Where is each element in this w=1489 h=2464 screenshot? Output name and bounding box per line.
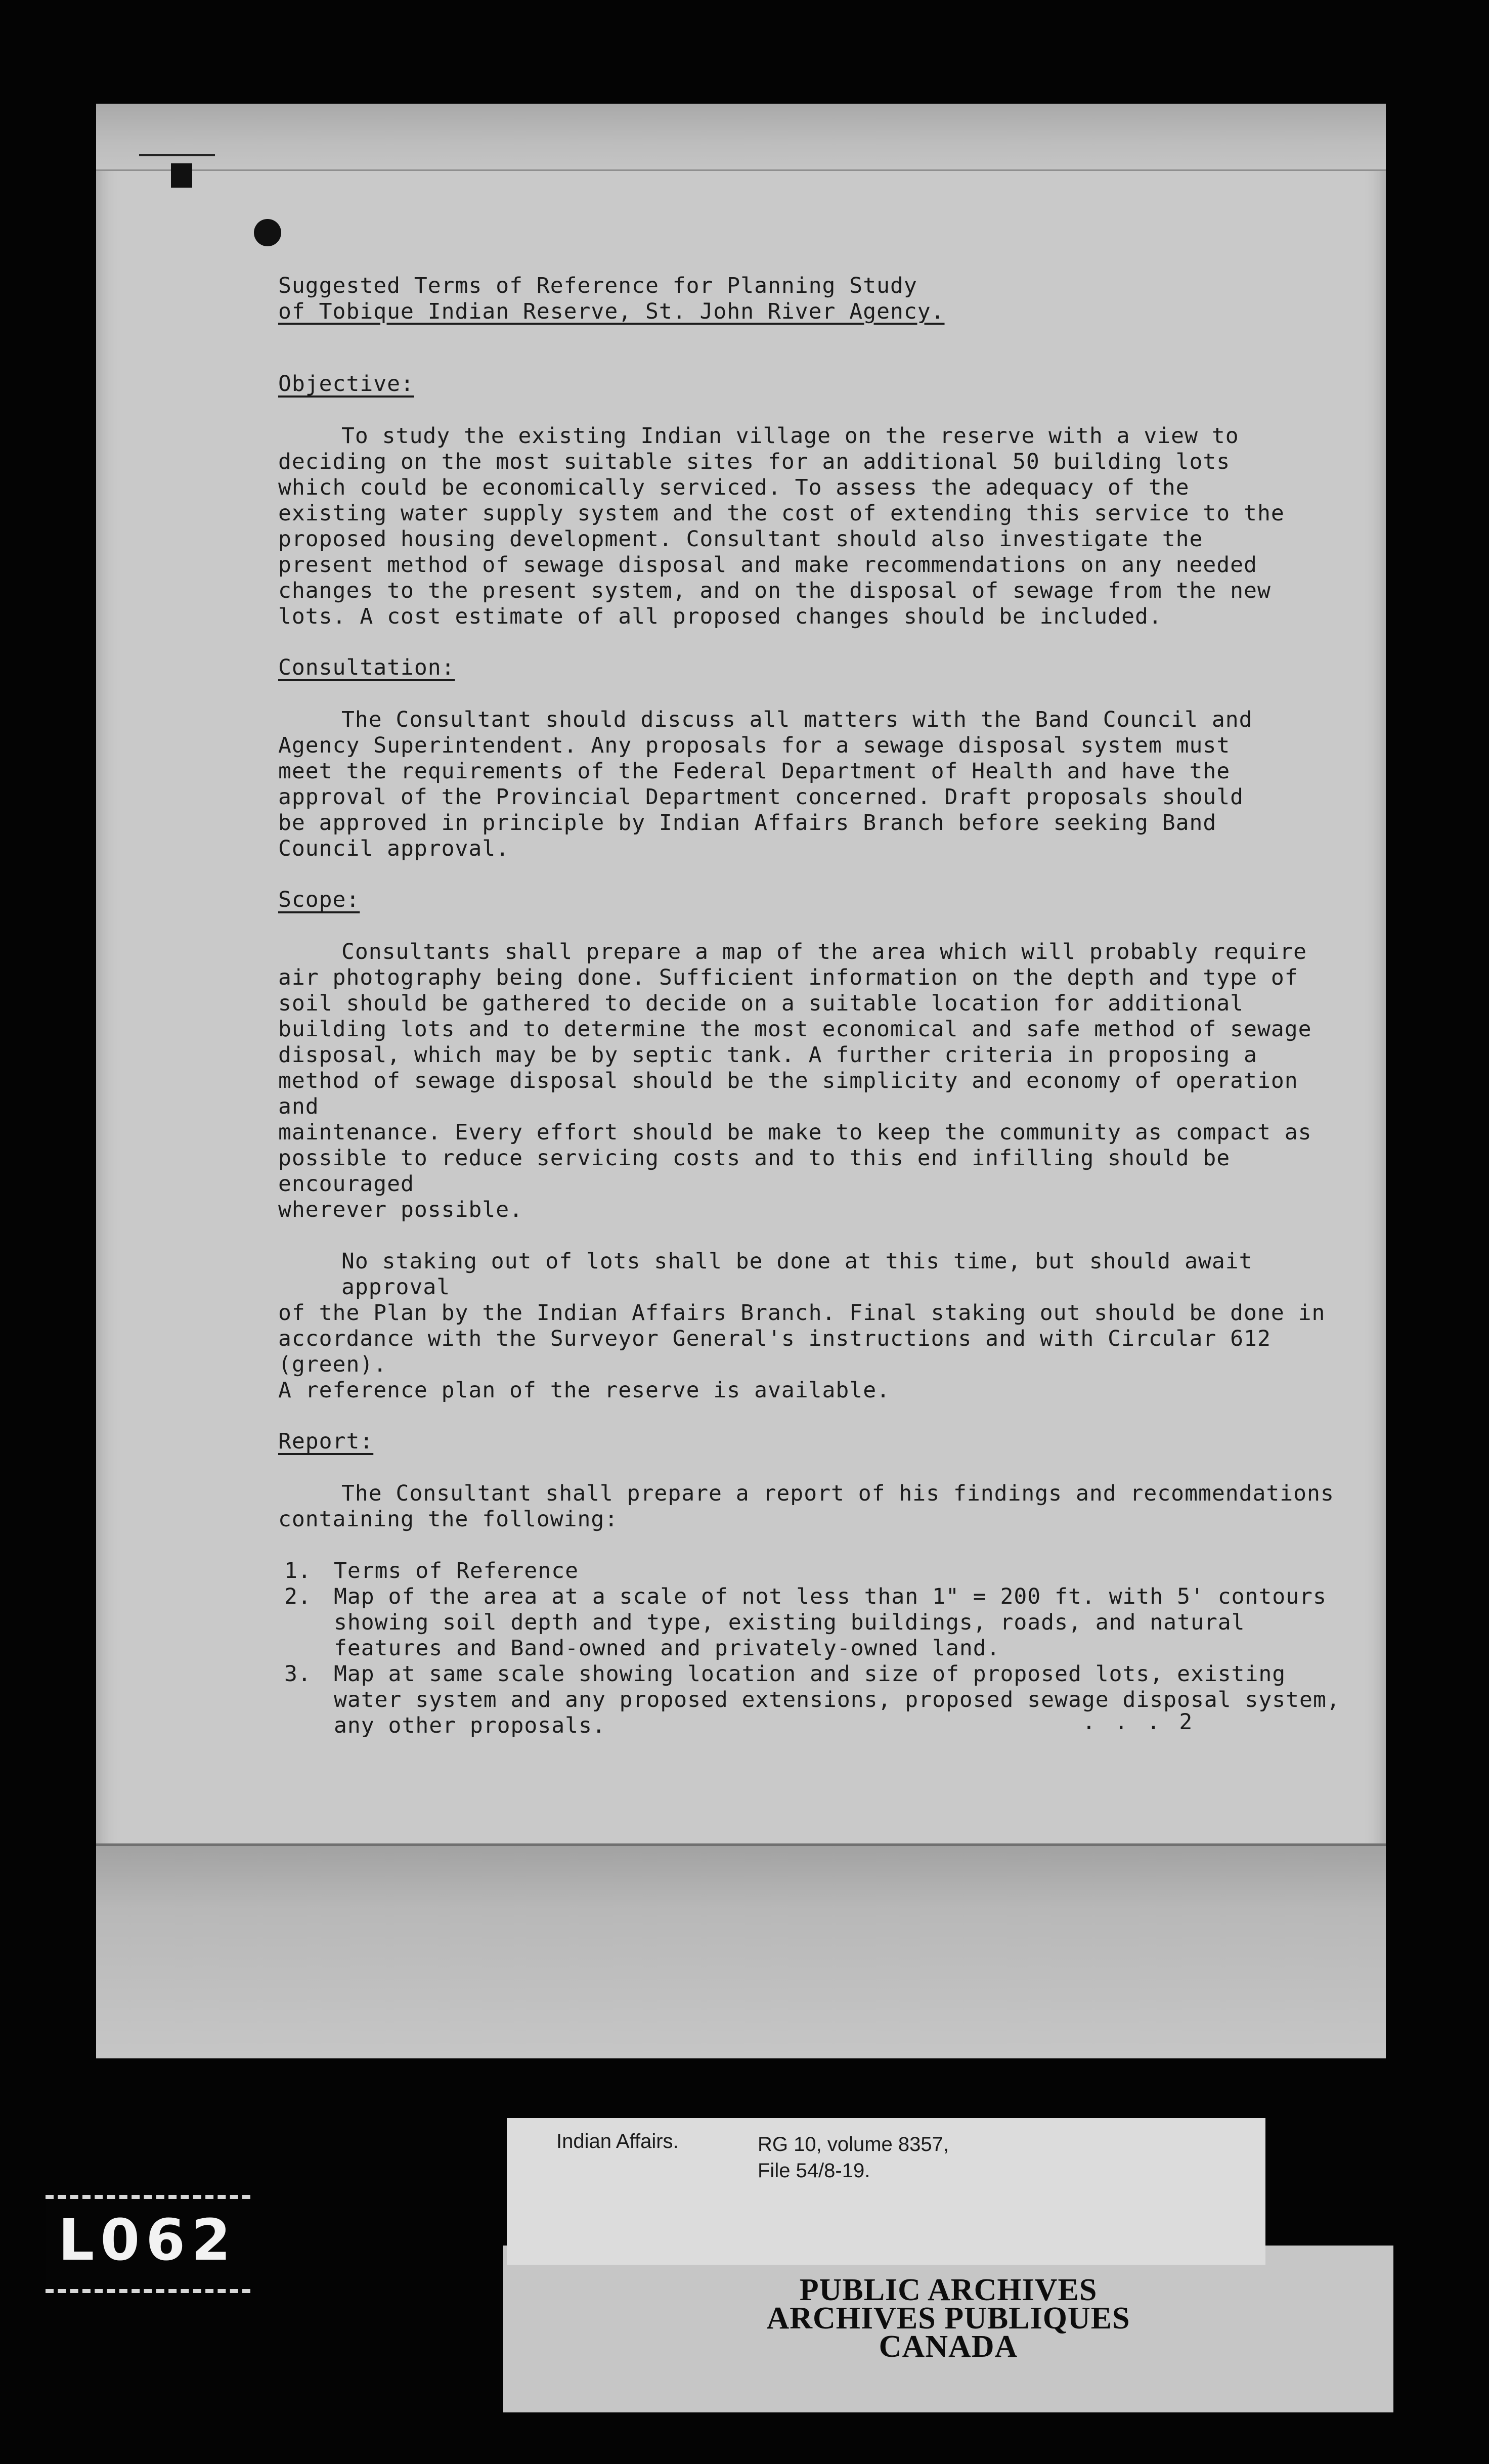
page-continuation: . . . 2 [1082,1709,1196,1735]
text-line: The Consultant should discuss all matters with the Band Council and [341,707,1253,732]
staple-mark [171,163,192,188]
title-line-2: of Tobique Indian Reserve, St. John River Agency. [278,299,945,324]
text-line: accordance with the Surveyor General's instructions and with Circular 612 (green). [278,1326,1271,1377]
archive-stamp-card [503,2246,1393,2412]
text-line: which could be economically serviced. To assess the adequacy of the [278,475,1190,500]
text-line: of the Plan by the Indian Affairs Branch. Final staking out should be done in [278,1300,1326,1326]
list-item [278,1558,1340,1584]
label-reference-2: File 54/8-19. [758,2160,870,2182]
list-number: 1. [284,1558,312,1583]
text-line: lots. A cost estimate of all proposed changes should be included. [278,604,1162,629]
frame-number: L062 [58,2208,237,2273]
list-item [278,1584,1340,1661]
text-line: To study the existing Indian village on the reserve with a view to [341,423,1239,449]
text-line: Council approval. [278,836,510,861]
list-number: 3. [284,1661,312,1687]
title-line-1: Suggested Terms of Reference for Planning Study [278,273,917,298]
text-line: building lots and to determine the most economical and safe method of sewage [278,1017,1312,1042]
text-line: air photography being done. Sufficient information on the depth and type of [278,965,1298,990]
text-line: features and Band-owned and privately-owned land. [334,1636,1000,1661]
sheet-top-fold [96,104,1386,171]
objective-paragraph [278,423,1340,630]
report-heading: Report: [278,1429,374,1454]
text-line: be approved in principle by Indian Affairs Branch before seeking Band [278,810,1217,835]
label-department: Indian Affairs. [556,2130,679,2152]
frame-number-box [46,2195,250,2293]
document-title [278,273,1340,325]
document-body [278,273,1340,1739]
text-line: possible to reduce servicing costs and to this end infilling should be encouraged [278,1146,1231,1197]
consultation-heading: Consultation: [278,655,455,680]
report-intro [278,1481,1340,1532]
stamp-line-1: PUBLIC ARCHIVES [799,2273,1098,2307]
text-line: proposed housing development. Consultant should also investigate the [278,526,1203,552]
pencil-mark [139,154,215,156]
scope-paragraph-1 [278,939,1340,1223]
sheet-bottom-band [96,1843,1386,2058]
scope-heading: Scope: [278,887,360,912]
text-line: disposal, which may be by septic tank. A further criteria in proposing a [278,1042,1257,1068]
text-line: Map at same scale showing location and size of proposed lots, existing [334,1661,1286,1687]
text-line: method of sewage disposal should be the simplicity and economy of operation and [278,1068,1298,1119]
text-line: showing soil depth and type, existing buildings, roads, and natural [334,1610,1245,1635]
punch-hole [254,219,281,246]
archive-label-card [507,2118,1265,2265]
stamp-line-2: ARCHIVES PUBLIQUES [766,2301,1130,2336]
text-line: maintenance. Every effort should be make to keep the community as compact as [278,1120,1312,1145]
text-line: Agency Superintendent. Any proposals for a sewage disposal system must [278,733,1231,758]
text-line: soil should be gathered to decide on a suitable location for additional [278,991,1244,1016]
text-line: A reference plan of the reserve is available. [278,1378,890,1403]
text-line: Terms of Reference [334,1558,579,1583]
scope-paragraph-2 [278,1249,1340,1403]
text-line: changes to the present system, and on the disposal of sewage from the new [278,578,1271,603]
text-line: The Consultant shall prepare a report of his findings and recommendations [341,1481,1334,1506]
stamp-line-3: CANADA [879,2329,1018,2364]
text-line: any other proposals. [334,1713,606,1738]
text-line: No staking out of lots shall be done at this time, but should await approval [341,1249,1253,1300]
text-line: water system and any proposed extensions, proposed sewage disposal system, [334,1687,1340,1712]
text-line: approval of the Provincial Department concerned. Draft proposals should [278,784,1244,810]
text-line: Consultants shall prepare a map of the area which will probably require [341,939,1307,964]
consultation-paragraph [278,707,1340,862]
text-line: Map of the area at a scale of not less than 1" = 200 ft. with 5' contours [334,1584,1327,1609]
objective-heading: Objective: [278,371,414,397]
list-number: 2. [284,1584,312,1609]
text-line: meet the requirements of the Federal Department of Health and have the [278,759,1231,784]
label-reference-1: RG 10, volume 8357, [758,2133,949,2155]
text-line: present method of sewage disposal and make recommendations on any needed [278,552,1257,578]
text-line: deciding on the most suitable sites for an additional 50 building lots [278,449,1231,474]
text-line: containing the following: [278,1507,619,1532]
archive-stamp [503,2273,1393,2364]
text-line: existing water supply system and the cost of extending this service to the [278,501,1285,526]
text-line: wherever possible. [278,1197,523,1222]
